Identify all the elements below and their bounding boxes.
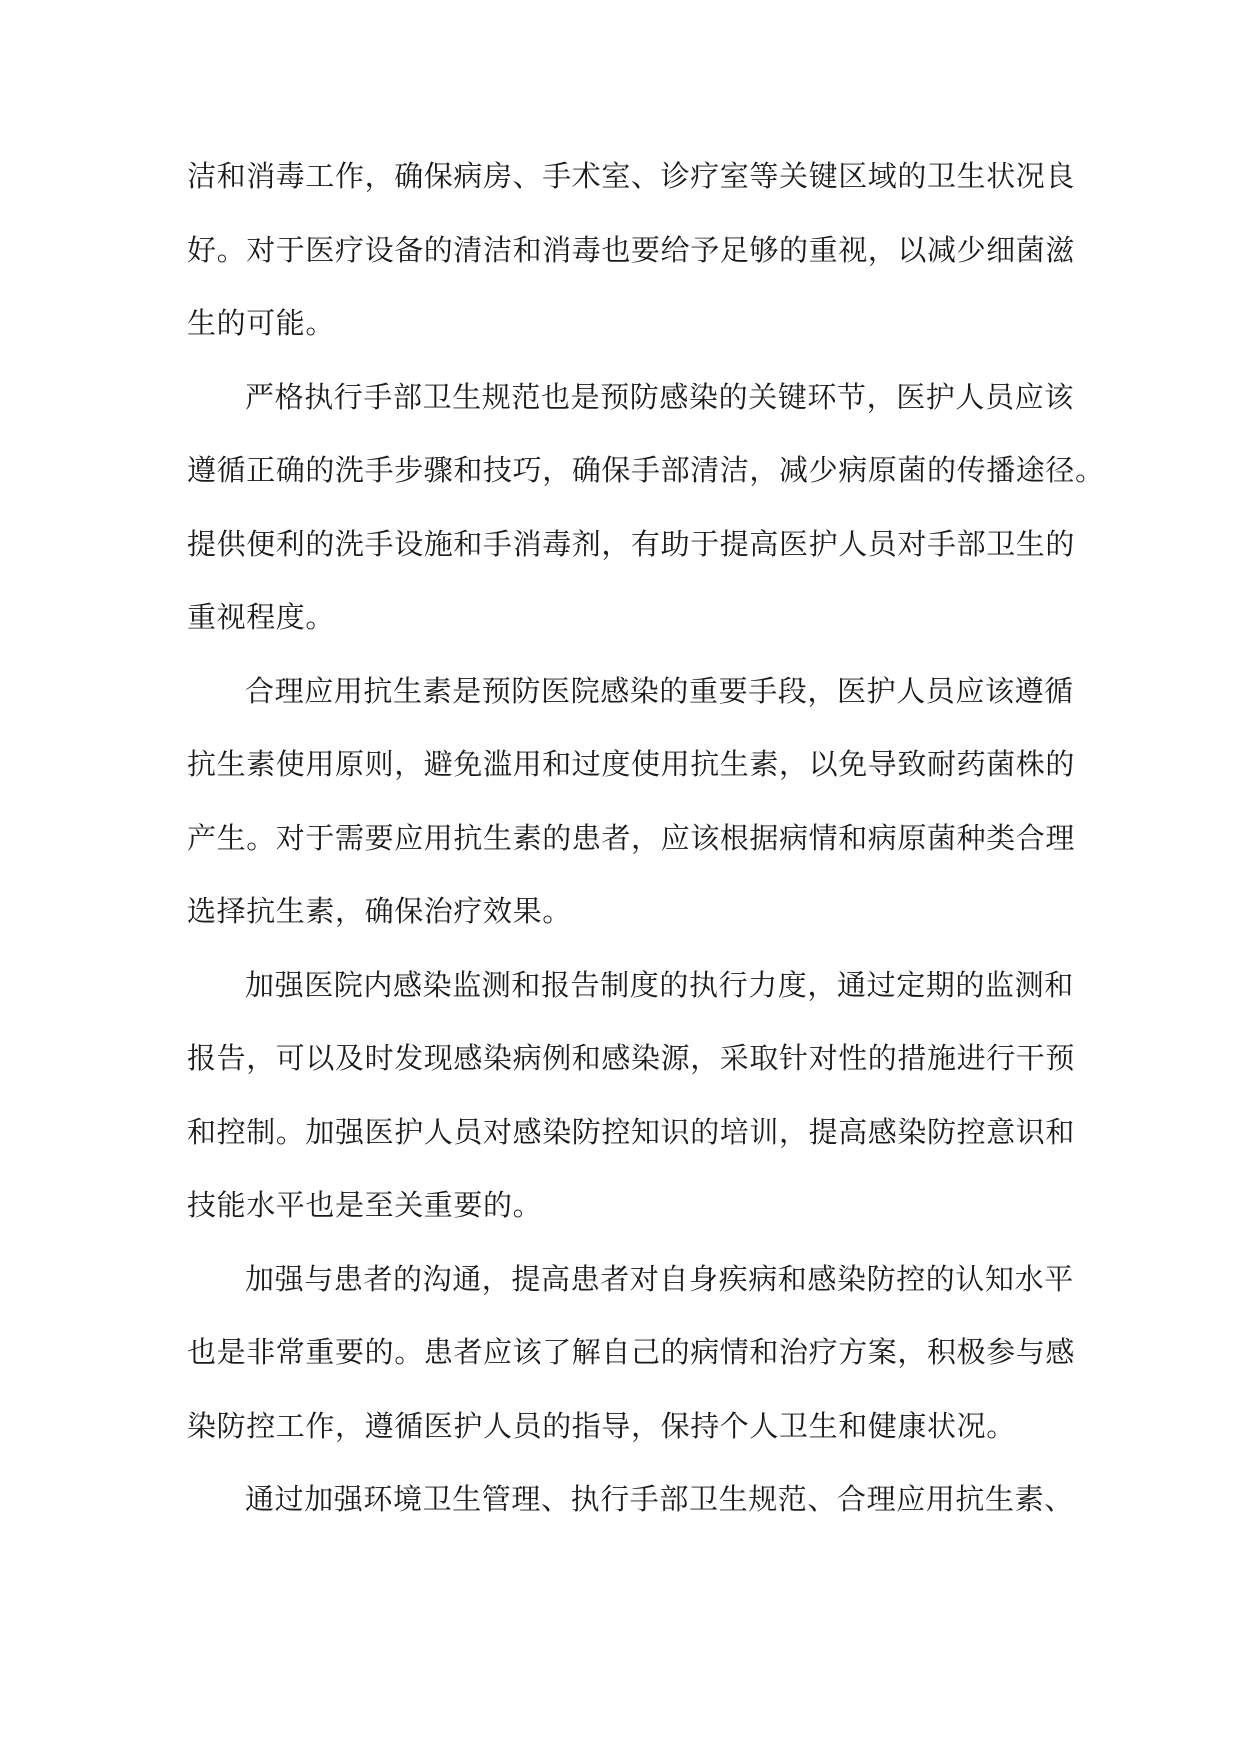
text-line: 好。对于医疗设备的清洁和消毒也要给予足够的重视，以减少细菌滋 <box>187 232 1076 267</box>
text-line: 产生。对于需要应用抗生素的患者，应该根据病情和病原菌种类合理 <box>187 820 1076 855</box>
text-line: 抗生素使用原则，避免滥用和过度使用抗生素，以免导致耐药菌株的 <box>187 747 1076 781</box>
paragraph-start-line: 严格执行手部卫生规范也是预防感染的关键环节，医护人员应该 <box>245 379 1074 414</box>
text-line: 报告，可以及时发现感染病例和感染源，采取针对性的措施进行干预 <box>187 1041 1076 1075</box>
text-line: 和控制。加强医护人员对感染防控知识的培训，提高感染防控意识和 <box>187 1114 1076 1149</box>
paragraph-start-line: 加强医院内感染监测和报告制度的执行力度，通过定期的监测和 <box>245 967 1074 1002</box>
text-line: 提供便利的洗手设施和手消毒剂，有助于提高医护人员对手部卫生的 <box>187 526 1076 561</box>
text-line: 染防控工作，遵循医护人员的指导，保持个人卫生和健康状况。 <box>187 1408 1016 1443</box>
paragraph-start-line: 通过加强环境卫生管理、执行手部卫生规范、合理应用抗生素、 <box>245 1482 1074 1516</box>
text-line: 也是非常重要的。患者应该了解自己的病情和治疗方案，积极参与感 <box>187 1335 1076 1369</box>
text-line: 洁和消毒工作，确保病房、手术室、诊疗室等关键区域的卫生状况良 <box>187 159 1076 193</box>
text-line: 生的可能。 <box>187 306 336 340</box>
text-line: 技能水平也是至关重要的。 <box>187 1188 543 1222</box>
document-body <box>187 140 1105 1537</box>
text-line: 遵循正确的洗手步骤和技巧，确保手部清洁，减少病原菌的传播途径。 <box>187 453 1105 487</box>
text-line: 重视程度。 <box>187 600 336 634</box>
paragraph-start-line: 加强与患者的沟通，提高患者对自身疾病和感染防控的认知水平 <box>245 1261 1074 1296</box>
text-line: 选择抗生素，确保治疗效果。 <box>187 894 572 928</box>
paragraph-start-line: 合理应用抗生素是预防医院感染的重要手段，医护人员应该遵循 <box>245 673 1074 708</box>
